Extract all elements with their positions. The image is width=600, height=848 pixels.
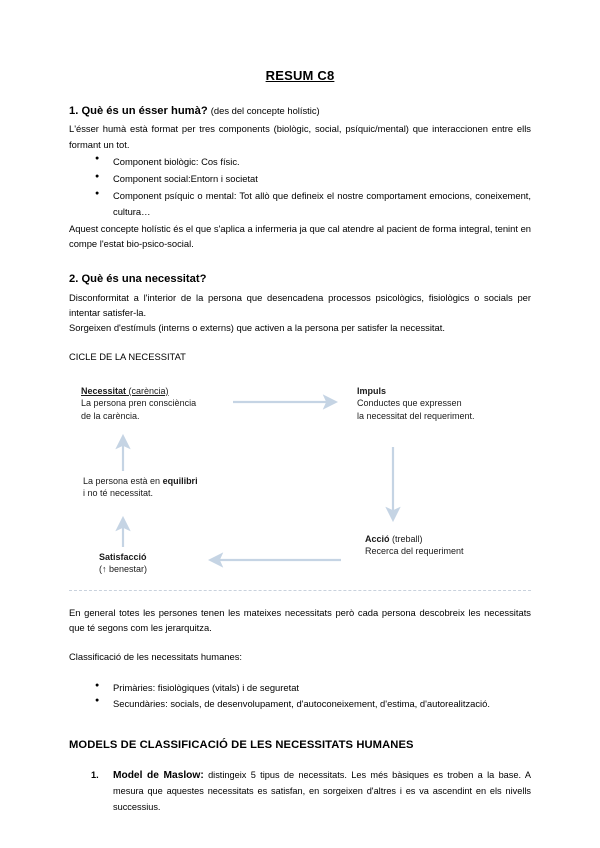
list-item: ● Primàries: fisiològiques (vitals) i de seguretat	[69, 680, 531, 695]
diagram-node-impuls-line1: Conductes que expressen	[357, 398, 462, 409]
diagram-node-accio	[365, 533, 464, 559]
list-item: ● Component social:Entorn i societat	[69, 171, 531, 186]
list-item: ● Secundàries: socials, de desenvolupament, d'autoconeixement, d'estima, d'autorealització.	[69, 696, 531, 711]
list-item-marker: 1.	[91, 769, 99, 780]
diagram-node-impuls-line2: la necessitat del requeriment.	[357, 411, 475, 422]
diagram-node-equilibri-line1-b: equilibri	[162, 475, 198, 486]
diagram-node-equilibri-line1-a: La persona està en	[83, 475, 163, 486]
spacer	[69, 335, 531, 349]
diagram-node-equilibri-line2: i no té necessitat.	[83, 488, 154, 499]
spacer	[69, 664, 531, 678]
list-item: ● Component biològic: Cos físic.	[69, 154, 531, 169]
diagram-node-necessitat-line1: La persona pren consciència	[81, 398, 197, 409]
models-numbered-list	[69, 768, 531, 815]
list-item: ● Component psíquic o mental: Tot allò que defineix el nostre comportament emocions, coneixement, cultura…	[69, 188, 531, 218]
cicle-de-la-necessitat-diagram	[69, 379, 531, 594]
section-2-paragraph-1: Disconformitat a l'interior de la persona que desencadena processos psicològics, fisiològics o socials per intentar satisfer-la.	[69, 291, 531, 319]
spacer	[69, 594, 531, 603]
diagram-node-impuls-title: Impuls	[357, 385, 387, 396]
heading-section-1-note: (des del concepte holístic)	[210, 105, 320, 116]
diagram-node-accio-line1: Recerca del requeriment	[365, 546, 464, 557]
section-1-intro: L'ésser humà està format per tres components (biològic, social, psíquic/mental) que interaccionen entre ells formant un tot.	[69, 123, 531, 150]
list-item-title: Model de Maslow:	[113, 769, 204, 781]
diagram-node-satisfaccio	[99, 551, 147, 577]
diagram-node-necessitat-title-bold: Necessitat	[81, 385, 127, 396]
list-item	[69, 768, 531, 815]
diagram-bottom-divider	[69, 590, 531, 591]
after-diagram-paragraph-1: En general totes les persones tenen les mateixes necessitats però cada persona descobreix les necessitats que té segons com les jerarquitza.	[69, 606, 531, 633]
diagram-node-necessitat	[81, 385, 196, 423]
list-item-text: distingeix 5 tipus de necessitats. Les més bàsiques es troben a la base. A mesura que aquestes necessitats es satisfan, en sorgeixen d'altres i es va ascendint en els nivells successius.	[113, 769, 532, 812]
heading-models-classificacio: MODELS DE CLASSIFICACIÓ DE LES NECESSITATS HUMANES	[69, 738, 414, 751]
document-content	[69, 0, 531, 815]
diagram-node-accio-title-bold: Acció	[365, 533, 390, 544]
classification-bullet-list	[69, 680, 531, 710]
diagram-node-necessitat-title-suffix: (carència)	[126, 385, 169, 396]
diagram-node-accio-title-suffix: (treball)	[389, 533, 423, 544]
section-1-bullet-list	[69, 154, 531, 219]
heading-section-1-bold: 1. Què és un ésser humà?	[69, 105, 208, 117]
diagram-node-impuls	[357, 385, 475, 423]
section-2-paragraph-2: Sorgeixen d'estímuls (interns o externs) que activen a la persona per satisfer la necessitat.	[69, 322, 445, 334]
diagram-node-equilibri-line1	[83, 475, 198, 488]
diagram-node-necessitat-line2: de la carència.	[81, 411, 140, 422]
diagram-node-satisfaccio-title: Satisfacció	[99, 551, 147, 562]
cycle-label: CICLE DE LA NECESSITAT	[69, 351, 186, 363]
spacer	[69, 635, 531, 649]
heading-section-1	[69, 83, 531, 119]
diagram-node-accio-title	[365, 533, 464, 546]
diagram-node-equilibri	[83, 475, 198, 501]
diagram-node-necessitat-title	[81, 385, 196, 398]
section-1-closing: Aquest concepte holístic és el que s'aplica a infermeria ja que cal atendre al pacient de forma integral, tenint en compe l'estat bio-psico-social.	[69, 222, 531, 250]
page-title: RESUM C8	[265, 68, 335, 83]
heading-section-2: 2. Què és una necessitat?	[69, 273, 207, 286]
diagram-node-satisfaccio-line1: (↑ benestar)	[99, 564, 148, 575]
after-diagram-paragraph-2: Classificació de les necessitats humanes:	[69, 651, 242, 663]
